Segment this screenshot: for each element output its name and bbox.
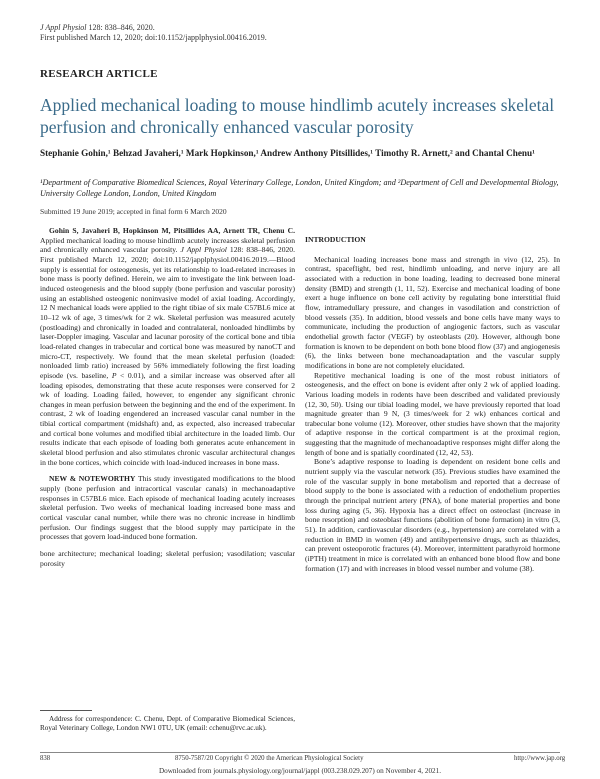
journal-abbrev: J Appl Physiol — [40, 23, 87, 32]
download-notice: Downloaded from journals.physiology.org/journal/jappl (003.238.029.207) on November 4, 2021. — [158, 767, 442, 775]
intro-paragraph: Bone’s adaptive response to loading is dependent on resident bone cells and nutrient supply via the vascular network (35). Previous studies have examined the role of the vascular supply in bone metabolism and reported that a decrease of blood supply to the bone is associated with a reduction of endothelium properties through the principal nutrient artery (PNA), of bone material properties and bone loss during aging (5, 36). Hypoxia has a direct effect on osteoclast (increase in bone resorption) and osteoblast functions (abolition of bone formation) in vitro (3, 51). In addition, cardiovascular disorders (e.g., hypertension) are correlated with a reduction in BMD in women (49) and antihypertensive drugs, such as thiazides, can prevent osteoporotic fractures (4). Moreover, intermittent parathyroid hormone (iPTH) treatment in mice is correlated with an enhanced bone blood flow and bone formation (17) and with increases in blood vessel number and volume (38). — [305, 457, 560, 573]
correspondence: Address for correspondence: C. Chenu, Dept. of Comparative Biomedical Sciences, Royal Veterinary College, London NW1 0TU, UK (email: cchenu@rvc.ac.uk). — [40, 715, 295, 733]
affiliations: ¹Department of Comparative Biomedical Sciences, Royal Veterinary College, London, United Kingdom; and ²Department of Cell and Developmental Biology, University College London, London, United Kingdom — [40, 178, 559, 198]
journal-url[interactable]: http://www.jap.org — [514, 755, 566, 762]
new-noteworthy: NEW & NOTEWORTHY This study investigated modifications to the blood supply (bone perfusion and intracortical vascular canals) in mechanoadaptive responses in C57BL6 mice. Each episode of mechanical loading acutely increases skeletal perfusion. Two weeks of mechanical loading increased bone mass and cortical vascular canal number, while there was no chronic increase in hindlimb perfusion. Our findings suggest that the blood supply may participate in the processes that govern load-induced bone formation. — [40, 474, 295, 542]
footer-divider — [40, 752, 560, 753]
keywords: bone architecture; mechanical loading; skeletal perfusion; vasodilation; vascular porosity — [40, 549, 295, 568]
author-list: Stephanie Gohin,¹ Behzad Javaheri,¹ Mark Hopkinson,¹ Andrew Anthony Pitsillides,¹ Timothy R. Arnett,² and Chantal Chenu¹ — [40, 148, 535, 158]
copyright: 8750-7587/20 Copyright © 2020 the American Physiological Society — [175, 755, 364, 762]
abstract: Gohin S, Javaheri B, Hopkinson M, Pitsillides AA, Arnett TR, Chenu C. Applied mechanical loading to mouse hindlimb acutely increases skeletal perfusion and chronically enhanced vascular porosity. J Appl Physiol 128: 838–846, 2020. First published March 12, 2020; doi:10.1152/japplphysiol.00416.2019.—Blood supply is essential for osteogenesis, yet its relationship to load-related increases in bone mass is poorly defined. Herein, we aim to investigate the link between load-induced osteogenesis and the blood supply (bone perfusion and vascular porosity) using an established osteogenic noninvasive model of axial loading. Accordingly, 12 N mechanical loads were applied to the right tibiae of six male C57BL6 mice at 10–12 wk of age, 3 times/wk for 2 wk. Skeletal perfusion was measured acutely (postloading) and chronically in loaded and contralateral, nonloaded hindlimbs by laser-Doppler imaging. Vascular and lacunar porosity of the cortical bone and tibia load-related changes in trabecular and cortical bone was measured by nanoCT and micro-CT, respectively. We found that the mean skeletal perfusion (loaded: nonloaded limb ratio) increased by 56% immediately following the first loading episode (vs. baseline, P < 0.01), and a similar increase was observed after all loading episodes, demonstrating that these acute responses were conserved for 2 wk of loading. Loading failed, however, to engender any significant chronic changes in mean perfusion between the beginning and the end of the experiment. In contrast, 2 wk of loading engendered an increased vascular canal number in the tibial cortical compartment (midshaft) and, as expected, also increased trabecular and cortical bone volumes and modified tibial architecture in the loaded limb. Our results indicate that each episode of loading both generates acute enhancement in skeletal blood perfusion and also stimulates chronic vascular architectural changes in the bone cortices, which coincide with load-induced increases in bone mass. — [40, 226, 295, 467]
journal-citation — [40, 23, 267, 33]
article-title: Applied mechanical loading to mouse hindlimb acutely increases skeletal perfusion and chronically enhanced vascular porosity — [40, 95, 555, 137]
submission-dates: Submitted 19 June 2019; accepted in final form 6 March 2020 — [40, 207, 227, 216]
citation: 128: 838–846, 2020. — [88, 23, 155, 32]
abstract-citation-authors: Gohin S, Javaheri B, Hopkinson M, Pitsillides AA, Arnett TR, Chenu C. — [49, 226, 295, 235]
publication-date: First published March 12, 2020; doi:10.1152/japplphysiol.00416.2019. — [40, 33, 267, 42]
right-column — [305, 226, 560, 573]
intro-paragraph: Mechanical loading increases bone mass and strength in vivo (12, 25). In contrast, spaceflight, bed rest, hindlimb unloading, and nerve injury are all associated with a reduction in bone loading, leading to decreased bone mineral density (BMD) and strength (1, 11, 52). Exercise and mechanical loading of bone exert a huge influence on bone cell activity by regulating bone interstitial fluid flow, intramedullary pressure, and changes in vasodilation and constriction of blood vessels (35). In addition, blood vessels and bone cells have many ways to communicate, including the production of angiogenic factors, such as vascular endothelial growth factor (VEGF) by osteoblasts (20). However, although bone formation is known to be dependent on both bone blood flow (37) and angiogenesis (6), the links between bone mechanoadaptation and the vascular supply modifications in bone are not completely elucidated. — [305, 254, 560, 370]
left-column — [40, 226, 295, 568]
introduction-heading: INTRODUCTION — [305, 235, 366, 244]
journal-header — [40, 23, 267, 43]
new-noteworthy-heading: NEW & NOTEWORTHY — [49, 474, 136, 484]
intro-paragraph: Repetitive mechanical loading is one of the most robust initiators of osteogenesis, and the effect on bone is evident after only 2 wk of applied loading. Various loading models in rodents have been described and validated previously (12, 30, 50). Using our tibial loading model, we have previously reported that load magnitude greater than 9 N, (3 times/week for 2 wk) enhances cortical and trabecular bone volume (12). Moreover, other studies have shown that the majority of adaptive response in the cortical compartment is at the proximal region, suggesting that the magnitude of mechanoadaptive responses might differ along the length of bone and is spatially coordinated (12, 42, 53). — [305, 370, 560, 457]
page-number: 838 — [40, 755, 51, 762]
section-label: RESEARCH ARTICLE — [40, 68, 158, 80]
correspondence-divider — [40, 710, 92, 711]
